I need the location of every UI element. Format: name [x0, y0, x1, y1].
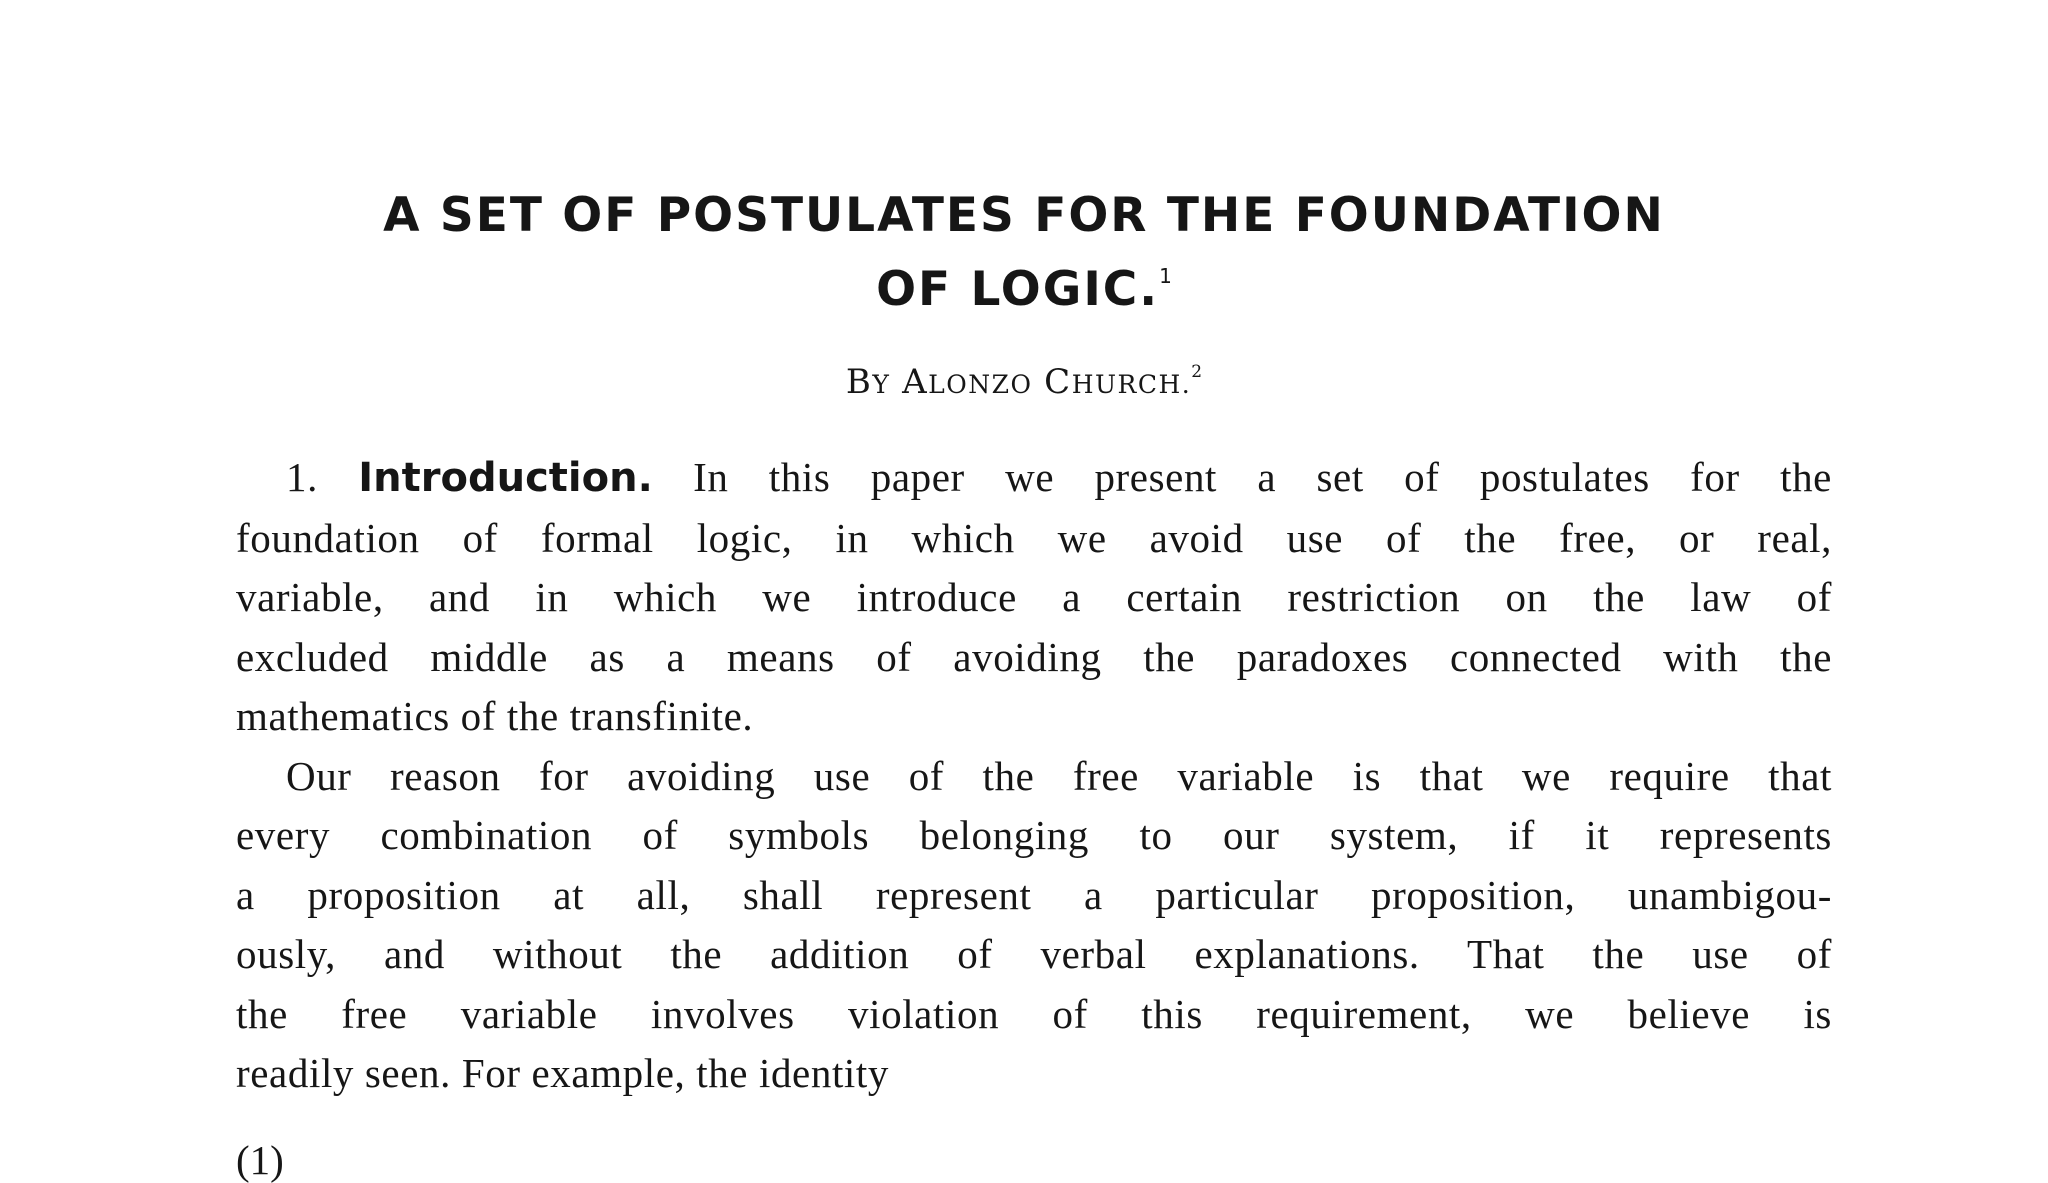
paragraph-1-line-1 — [236, 448, 1832, 509]
author-first-initial: A — [902, 362, 929, 402]
section-number: 1. — [286, 454, 318, 500]
title-line-2-text: OF LOGIC. — [876, 262, 1160, 317]
section-heading: Introduction. — [358, 455, 653, 501]
paragraph-2 — [236, 747, 1832, 1104]
equation-number: (1) — [236, 1137, 284, 1183]
author-first-rest: LONZO — [928, 370, 1033, 399]
author-by-initial: B — [845, 362, 873, 402]
title-line-1: A SET OF POSTULATES FOR THE FOUNDATION — [383, 188, 1665, 243]
paragraph-2-line-5: the free variable involves violation of this requirement, we believe is — [236, 990, 1832, 1037]
title-line-2 — [0, 246, 2048, 320]
paragraph-1-line-3: variable, and in which we introduce a certain restriction on the law of — [236, 574, 1832, 620]
paragraph-1-line-1-text: In this paper we present a set of postulates for the — [693, 454, 1832, 500]
paper-title — [0, 186, 2048, 320]
body-text — [236, 448, 1832, 1104]
author-footnote-marker[interactable]: 2 — [1191, 362, 1203, 382]
paragraph-2-line-2: every combination of symbols belonging to our system, if it represents — [236, 812, 1832, 858]
paragraph-2-line-4: ously, and without the addition of verbal explanations. That the use of — [236, 931, 1832, 977]
author-last-initial: C — [1044, 362, 1072, 402]
paragraph-2-line-1: Our reason for avoiding use of the free variable is that we require that — [286, 752, 1832, 799]
paragraph-2-line-3: a proposition at all, shall represent a particular proposition, unambigou- — [236, 871, 1832, 918]
cut-off-equation-line — [236, 1137, 1832, 1183]
author-byline — [0, 352, 2048, 405]
paragraph-2-line-6: readily seen. For example, the identity — [236, 1050, 890, 1096]
title-footnote-marker[interactable]: 1 — [1159, 264, 1172, 288]
paragraph-1 — [236, 448, 1832, 747]
paragraph-1-line-4: excluded middle as a means of avoiding the paradoxes connected with the — [236, 633, 1832, 680]
author-by-rest: Y — [872, 370, 891, 399]
author-last-rest: HURCH. — [1071, 370, 1192, 399]
paragraph-1-line-2: foundation of formal logic, in which we avoid use of the free, or real, — [236, 514, 1832, 561]
paragraph-1-line-5: mathematics of the transfinite. — [236, 693, 754, 739]
